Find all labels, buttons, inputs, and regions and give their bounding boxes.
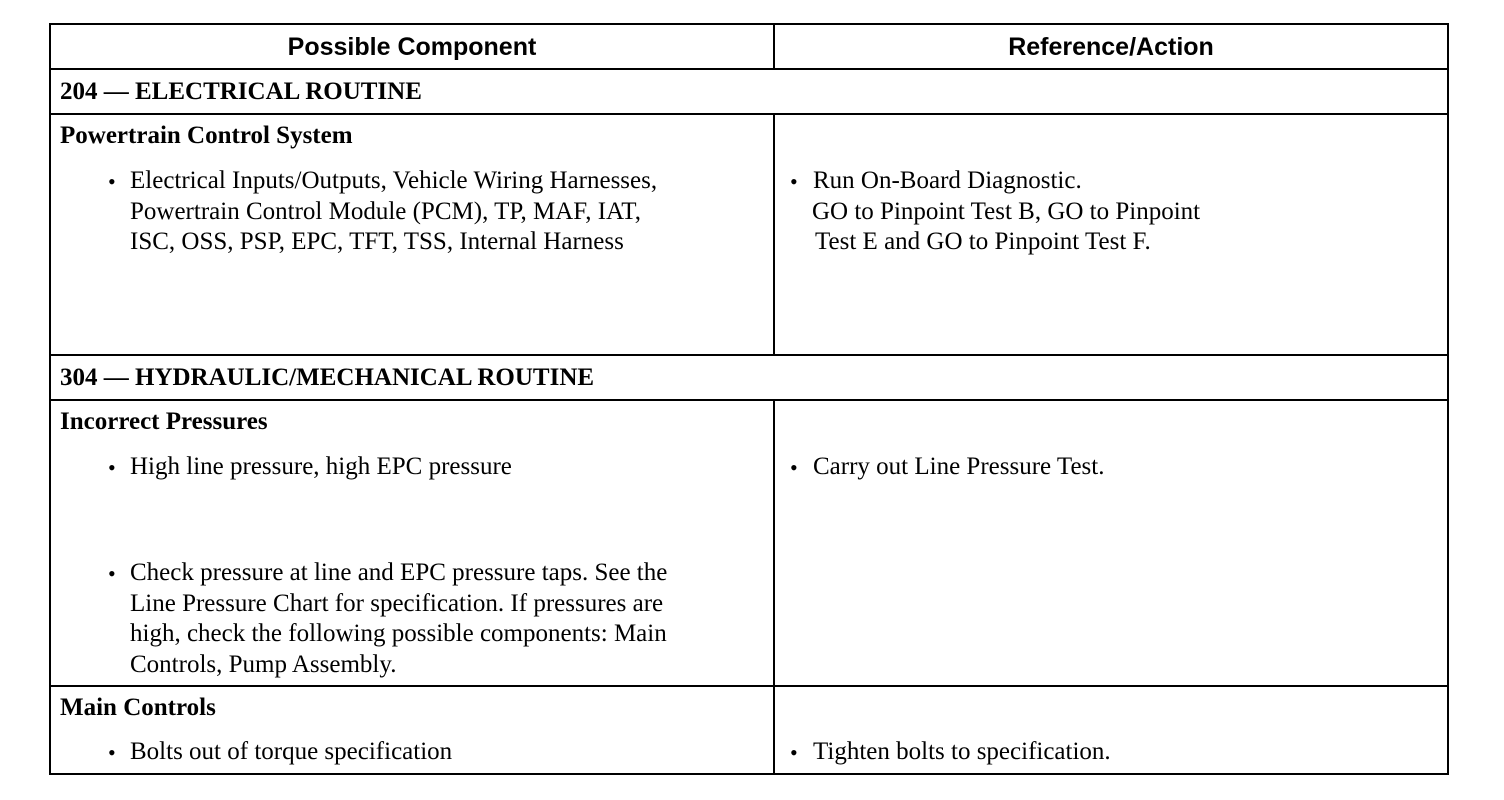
bullet-glyph: • — [108, 740, 116, 765]
component-line: Controls, Pump Assembly. — [130, 650, 397, 678]
column-divider — [773, 399, 775, 775]
row-divider — [51, 399, 1447, 401]
bullet-glyph: • — [790, 455, 798, 480]
action-line: Test E and GO to Pinpoint Test F. — [815, 228, 1151, 255]
bullet-glyph: • — [108, 169, 116, 194]
row-divider — [51, 113, 1447, 115]
component-line: High line pressure, high EPC pressure — [130, 453, 512, 480]
row-divider — [51, 354, 1447, 356]
subsection-main-controls: Main Controls — [60, 694, 216, 721]
column-header-component: Possible Component — [287, 33, 537, 61]
subsection-powertrain-control: Powertrain Control System — [60, 122, 353, 149]
subsection-incorrect-pressures: Incorrect Pressures — [60, 408, 268, 435]
component-line: ISC, OSS, PSP, EPC, TFT, TSS, Internal Harness — [130, 228, 624, 255]
component-line: Bolts out of torque specification — [130, 738, 453, 765]
diagnostic-table — [49, 23, 1449, 775]
action-line: Carry out Line Pressure Test. — [813, 453, 1105, 480]
column-header-action: Reference/Action — [1008, 33, 1214, 61]
component-line: Powertrain Control Module (PCM), TP, MAF, IAT, — [130, 197, 641, 225]
bullet-glyph: • — [108, 455, 116, 480]
action-line: GO to Pinpoint Test B, GO to Pinpoint — [812, 197, 1201, 225]
component-line: high, check the following possible components: Main — [130, 620, 667, 647]
column-divider — [773, 113, 775, 356]
section-title-electrical: 204 — ELECTRICAL ROUTINE — [60, 78, 422, 105]
bullet-glyph: • — [790, 169, 798, 194]
header-divider — [51, 68, 1447, 70]
row-divider — [51, 685, 1447, 687]
section-title-hydraulic: 304 — HYDRAULIC/MECHANICAL ROUTINE — [60, 364, 595, 391]
component-line: Line Pressure Chart for specification. If pressures are — [130, 589, 664, 617]
action-line: Run On-Board Diagnostic. — [813, 167, 1082, 194]
bullet-glyph: • — [790, 740, 798, 765]
component-line: Check pressure at line and EPC pressure taps. See the — [130, 559, 668, 586]
bullet-glyph: • — [108, 561, 116, 586]
action-line: Tighten bolts to specification. — [813, 738, 1111, 765]
component-line: Electrical Inputs/Outputs, Vehicle Wiring Harnesses, — [130, 167, 658, 194]
